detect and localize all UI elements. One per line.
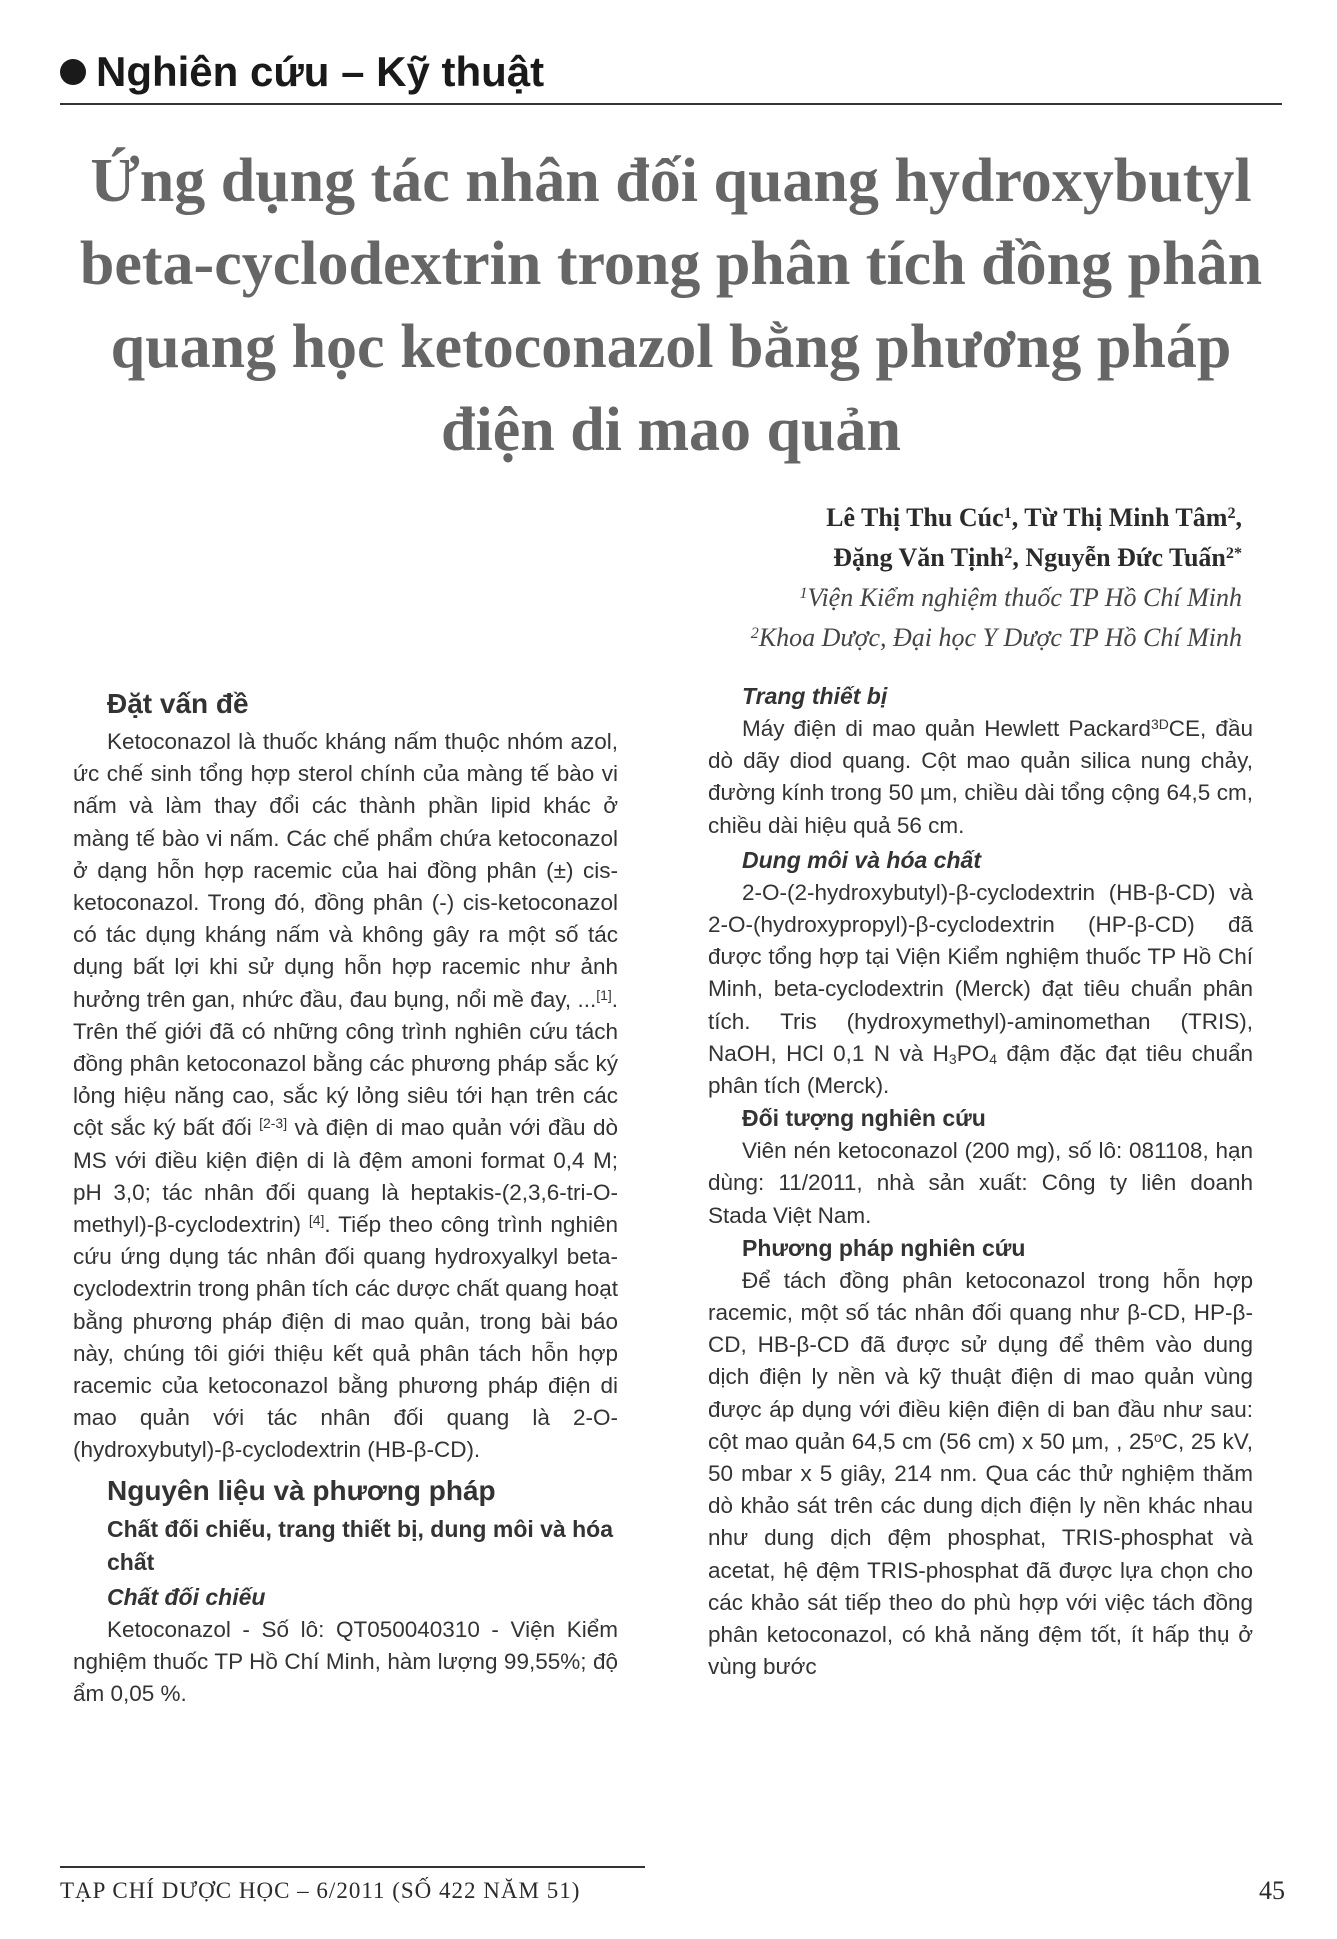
intro-text: . Tiếp theo công trình nghiên cứu ứng dụng tác nhân đối quang hydroxyalkyl beta-cyclodextrin trong phân tích các dược chất quang hoạt bằng phương pháp điện di mao quản, trong bài báo này, chúng tôi giới thiệu kết quả phân tách hỗn hợp racemic của ketoconazol bằng phương pháp điện di mao quản với tác nhân đối quang là 2-O-(hydroxybutyl)-β-cyclodextrin (HB-β-CD). [73,1212,618,1463]
intro-text: Ketoconazol là thuốc kháng nấm thuộc nhóm azol, ức chế sinh tổng hợp sterol chính của màng tế bào vi nấm và làm thay đổi các thành phần lipid khác ở màng tế bào vi nấm. Các chế phẩm chứa ketoconazol ở dạng hỗn hợp racemic của hai đồng phân (±) cis-ketoconazol. Trong đó, đồng phân (-) cis-ketoconazol có tác dụng kháng nấm và không gây ra một số tác dụng bất lợi khi sử dụng hỗn hợp racemic như ảnh hưởng trên gan, nhức đầu, đau bụng, nổi mề đay, ... [73,729,618,1012]
section-header [60,48,544,96]
author-sup: 2 [1004,544,1013,562]
author-sup: 1 [1003,504,1012,522]
author-block [751,498,1242,658]
heading-equipment: Trang thiết bị [742,683,888,709]
citation: [1] [596,986,612,1003]
author-name: Lê Thị Thu Cúc [826,503,1004,532]
header-rule [60,103,1282,105]
affiliation-text: Khoa Dược, Đại học Y Dược TP Hồ Chí Minh [758,623,1242,652]
heading-intro: Đặt vấn đề [107,688,249,719]
degree-sup: o [1154,1428,1162,1445]
author-line-2: Đặng Văn Tịnh$^2$, Nguyễn Đức Tuấn$^{2*}$ [833,543,1242,572]
author-name: Nguyễn Đức Tuấn [1025,543,1226,572]
left-column [73,680,618,1710]
solvents-paragraph [708,877,1253,1102]
equipment-sup: 3D [1150,716,1169,733]
citation: [2-3] [259,1115,288,1132]
author-line-1: Lê Thị Thu Cúc$^1$, Từ Thị Minh Tâm$^2$, [826,503,1242,532]
equipment-text: CE, đầu dò dãy diod quang. Cột mao quản silica nung chảy, đường kính trong 50 µm, chiều dài tổng cộng 64,5 cm, chiều dài hiệu quả 56 cm. [708,716,1253,838]
affiliation-text: Viện Kiểm nghiệm thuốc TP Hồ Chí Minh [807,583,1242,612]
affiliation-2 [751,618,1242,658]
citation: [4] [308,1212,325,1229]
heading-subject: Đối tượng nghiên cứu [742,1105,986,1132]
title-line: điện di mao quản [440,396,901,464]
reference-standard-paragraph: Ketoconazol - Số lô: QT050040310 - Viện Kiểm nghiệm thuốc TP Hồ Chí Minh, hàm lượng 99,55%; độ ẩm 0,05 %. [73,1616,618,1707]
bullet-icon [60,59,86,85]
footer-rule [60,1866,645,1868]
right-column [708,680,1253,1683]
equipment-text: Máy điện di mao quản Hewlett Packard [742,716,1151,741]
method-text: Để tách đồng phân ketoconazol trong hỗn hợp racemic, một số tác nhân đối quang như β-CD, HP-β-CD, HB-β-CD đã được sử dụng để thêm vào dung dịch điện ly nền và kỹ thuật điện di mao quản vùng được áp dụng với điều kiện điện di ban đầu như sau: cột mao quản 64,5 cm (56 cm) x 50 µm, , 25 [708,1267,1253,1454]
affiliation-sup: 2 [750,624,759,642]
author-name: Từ Thị Minh Tâm [1024,503,1228,532]
subject-paragraph: Viên nén ketoconazol (200 mg), số lô: 081108, hạn dùng: 11/2011, nhà sản xuất: Công ty liên doanh Stada Việt Nam. [708,1138,1253,1228]
intro-paragraph [73,726,618,1467]
method-text: C, 25 kV, 50 mbar x 5 giây, 214 nm. Qua các thử nghiệm thăm dò khảo sát trên các dung dịch điện ly nền khác nhau như dung dịch đệm phosphat, TRIS-phosphat và acetat, hệ đệm TRIS-phosphat đã được lựa chọn cho các khảo sát tiếp theo do phù hợp với việc tách đồng phân ketoconazol, có khả năng đệm tốt, ít hấp thụ ở vùng bước [708,1428,1253,1680]
article-title [60,140,1282,472]
title-line: Ứng dụng tác nhân đối quang hydroxybutyl [90,147,1252,215]
heading-materials-sub: Chất đối chiếu, trang thiết bị, dung môi và hóa chất [107,1515,614,1575]
subscript: 3 [948,1051,957,1068]
solvents-text: PO [956,1040,990,1066]
heading-reference-standard: Chất đối chiếu [107,1583,266,1610]
journal-footer: TẠP CHÍ DƯỢC HỌC – 6/2011 (SỐ 422 NĂM 51) [60,1878,581,1903]
heading-solvents: Dung môi và hóa chất [742,846,981,873]
solvents-text: 2-O-(2-hydroxybutyl)-β-cyclodextrin (HB-β-CD) và 2-O-(hydroxypropyl)-β-cyclodextrin (HP-β-CD) đã được tổng hợp tại Viện Kiểm nghiệm thuốc TP Hồ Chí Minh, beta-cyclodextrin (Merck) đạt tiêu chuẩn phân tích. Tris (hydroxymethyl)-aminomethan (TRIS), NaOH, HCl 0,1 N và H [708,879,1253,1066]
intro-text: . Trên thế giới đã có những công trình nghiên cứu tách đồng phân ketoconazol bằng các phương pháp sắc ký lỏng hiệu năng cao, sắc ký lỏng siêu tới hạn trên các cột sắc ký bất đối [73,986,618,1141]
author-sup: 2* [1225,544,1242,562]
subscript: 4 [989,1051,997,1068]
intro-text: và điện di mao quản với đầu dò MS với điều kiện điện di là đệm amoni format 0,4 M; pH 3,0; tác nhân đối quang là heptakis-(2,3,6-tri-O-methyl)-β-cyclodextrin) [73,1115,619,1238]
solvents-text: đậm đặc đạt tiêu chuẩn phân tích (Merck). [708,1040,1253,1099]
section-label: Nghiên cứu – Kỹ thuật [96,48,545,95]
author-sup: 2 [1227,504,1236,522]
method-paragraph [708,1265,1253,1684]
page-number: 45 [1259,1876,1285,1905]
affiliation-sup: 1 [799,584,808,602]
affiliation-1 [751,578,1242,618]
title-line: beta-cyclodextrin trong phân tích đồng phân [79,230,1263,298]
author-name: Đặng Văn Tịnh [833,543,1005,572]
heading-method: Phương pháp nghiên cứu [742,1234,1026,1261]
heading-materials: Nguyên liệu và phương pháp [107,1474,496,1506]
equipment-paragraph [708,713,1253,842]
title-line: quang học ketoconazol bằng phương pháp [110,313,1232,381]
